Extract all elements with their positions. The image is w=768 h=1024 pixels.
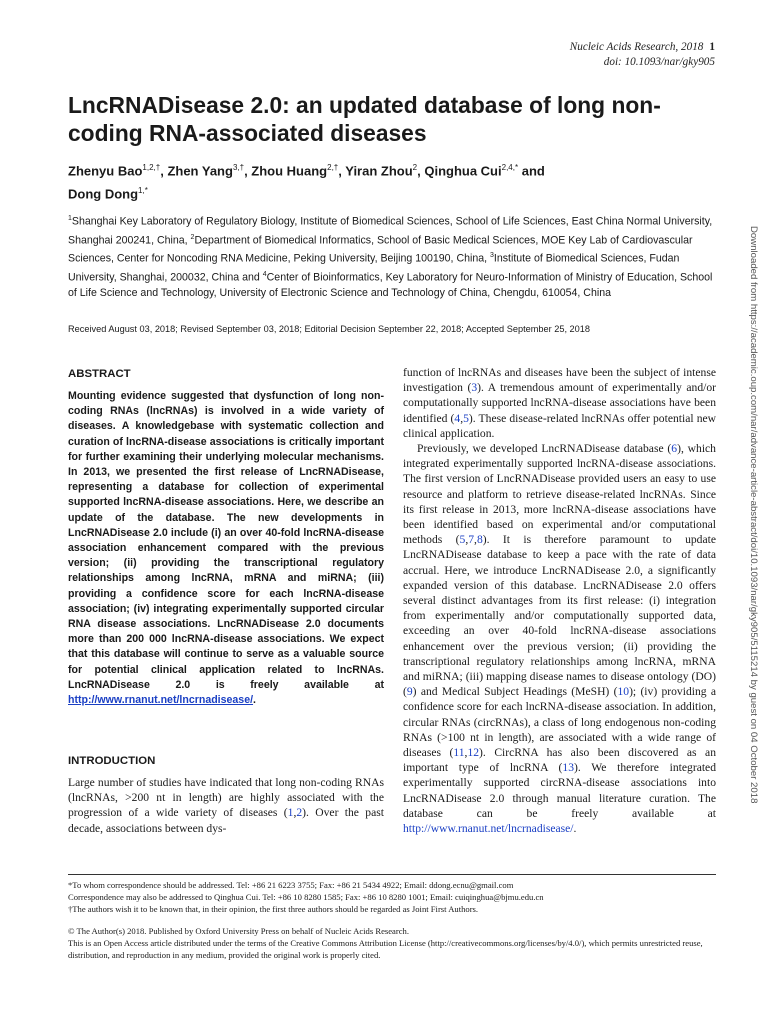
paragraph-text: Previously, we developed LncRNADisease database ( xyxy=(417,442,672,456)
running-head xyxy=(570,40,715,70)
paragraph-text: ). These disease-related lncRNAs offer potential new clinical application. xyxy=(403,411,717,440)
affiliation-mark: 3 xyxy=(490,252,494,260)
copyright-line: © The Author(s) 2018. Published by Oxford University Press on behalf of Nucleic Acids Research. xyxy=(68,926,409,936)
author-list: Zhenyu Bao$^{1,2,\dagger}$, Zhen Yang$^{3,\dagger}$, Zhou Huang$^{2,\dagger}$, Yiran Zhou$^2$, Qinghua Cui$^{2,4,*}$ and Dong Dong$^{1,*}$ xyxy=(68,163,545,202)
citation-link[interactable]: 6 xyxy=(671,442,678,456)
introduction-heading: INTRODUCTION xyxy=(68,755,156,767)
citation-link[interactable]: 9 xyxy=(406,685,413,699)
paragraph xyxy=(403,441,716,836)
citation-link[interactable]: 3 xyxy=(471,381,478,395)
citation-link[interactable]: 10 xyxy=(617,685,630,699)
journal-name: Nucleic Acids Research, 2018 xyxy=(569,41,704,53)
author[interactable]: Zhenyu Bao xyxy=(68,163,143,179)
author[interactable]: Zhou Huang xyxy=(251,163,328,179)
download-stamp-text: Downloaded from https://academic.oup.com/nar/advance-article-abstract/doi/10.1093/nar/gky905/5115214 by guest on 04 October 2018 xyxy=(748,226,759,804)
license-notice xyxy=(68,925,728,962)
author-affiliation-mark: 2,4,* xyxy=(501,163,519,172)
citation-link[interactable]: 5 xyxy=(463,411,469,425)
citation-link[interactable]: 4 xyxy=(454,411,461,425)
affiliation: Center of Bioinformatics, Key Laboratory for Neuro-Information of Ministry of Education, School of Life Science and Technology, University of Electronic Science and Technology of China, Chengdu, 610054, China xyxy=(68,271,713,299)
affiliation: Institute of Biomedical Sciences, Fudan University, Shanghai, 200032, China and xyxy=(68,253,680,284)
citation-link[interactable]: 11 xyxy=(453,746,465,760)
author-affiliation-mark: 2,† xyxy=(327,163,339,172)
paragraph-text: ); (iv) providing a confidence score for each lncRNA-disease association. In addition, circular RNAs (circRNAs), a class of long endogenous non-coding RNAs (>100 nt in length), are associated with a wide range of diseases ( xyxy=(403,685,717,760)
paragraph-text: ) and Medical Subject Headings (MeSH) ( xyxy=(412,685,618,699)
footnote-divider xyxy=(68,874,716,875)
affiliation-mark: 1 xyxy=(68,215,72,222)
license-text: This is an Open Access article distributed under the terms of the Creative Commons Attribution License (http://creativecommons.org/licenses/by/4.0/), which permits unrestricted reuse, distribution, and reproduction in any medium, provided the original work is properly cited. xyxy=(68,938,703,961)
introduction-text xyxy=(68,775,384,836)
paragraph-end: . xyxy=(573,822,577,836)
footnotes xyxy=(68,879,718,916)
author-affiliation-mark: 1,* xyxy=(138,186,148,196)
footnote: *To whom correspondence should be addressed. Tel: +86 21 6223 3755; Fax: +86 21 5434 4922; Email: ddong.ecnu@gmail.com xyxy=(68,880,514,890)
affiliation-mark: 4 xyxy=(262,271,267,279)
citation-separator: , xyxy=(465,533,469,547)
author[interactable]: Yiran Zhou xyxy=(345,163,413,179)
download-stamp xyxy=(745,226,761,804)
database-url-link[interactable]: http://www.rnanut.net/lncrnadisease/ xyxy=(403,822,574,836)
author[interactable]: Zhen Yang xyxy=(167,163,233,179)
footnote: Correspondence may also be addressed to Qinghua Cui. Tel: +86 10 8280 1585; Fax: +86 10 8280 1001; Email: cuiqinghua@bjmu.edu.cn xyxy=(68,892,544,903)
article-title: LncRNADisease 2.0: an updated database of long non-coding RNA-associated diseases xyxy=(68,92,661,146)
footnote: †The authors wish it to be known that, in their opinion, the first three authors should be regarded as Joint First Authors. xyxy=(68,904,479,915)
citation-link[interactable]: 8 xyxy=(476,533,483,547)
paragraph xyxy=(403,365,716,441)
affiliation-mark: 2 xyxy=(190,233,195,241)
paragraph-text: function of lncRNAs and diseases have been the subject of intense investigation ( xyxy=(403,366,716,395)
page-number: 1 xyxy=(709,41,715,53)
affiliations xyxy=(68,211,718,301)
citation-link[interactable]: 7 xyxy=(468,533,475,547)
paragraph-text: ). It is therefore paramount to update LncRNADisease database to keep a pace with the rate of data accrual. Here, we introduce LncRNADisease 2.0, a significantly expanded version of this database. LncRNADisease 2.0 offers several distinct advantages from its first release: (i) integration from experimentally and/or computationally supported data, exceeding an over 40-fold lncRNA-disease associations enhancement over the previous version; (ii) providing the transcriptional regulatory relationships among lncRNA, mRNA and miRNA; (iii) mapping disease names to disease ontology (DO) ( xyxy=(403,533,716,699)
abstract-heading: ABSTRACT xyxy=(68,368,131,380)
citation-separator: , xyxy=(464,746,468,760)
affiliation: Shanghai Key Laboratory of Regulatory Biology, Institute of Biomedical Sciences, School of Life Sciences, East China Normal University, Shanghai 200241, China, xyxy=(68,215,713,247)
paragraph-text: ), which integrated experimentally supported lncRNA-disease associations. The first version of LncRNADisease provided users an easy to use resource and platform to retrieve disease-related lncRNAs. Since its first release in 2013, more lncRNA-disease associations have been identified based on experimental and/or computational methods ( xyxy=(403,442,716,547)
author-affiliation-mark: 2 xyxy=(412,163,418,172)
intro-paragraph-text: Large number of studies have indicated that long non-coding RNAs (lncRNAs, >200 nt in length) are highly associated with the progression of a wide variety of diseases ( xyxy=(68,776,384,820)
citation-link[interactable]: 2 xyxy=(296,806,303,820)
author-affiliation-mark: 1,2,† xyxy=(142,163,161,172)
citation-link[interactable]: 12 xyxy=(467,746,480,760)
abstract-paragraph: Mounting evidence suggested that dysfunction of long non-coding RNAs (lncRNAs) is involved in a wide variety of diseases. A knowledgebase with systematic collection and curation of lncRNA-disease associations is critically important for further examining their underlying molecular mechanisms. In 2013, we presented the first release of LncRNADisease, representing a database for collection of experimental supported lncRNA-disease associations. Here, we describe an update of the database. The new developments in LncRNADisease 2.0 include (i) an over 40-fold lncRNA-disease association enhancement compared with the previous version; (ii) providing the transcriptional regulatory relationships among lncRNA, mRNA and miRNA; (iii) providing a confidence score for each lncRNA-disease association; (iv) integrating experimentally supported circular RNA disease associations. LncRNADisease 2.0 documents more than 200 000 lncRNA-disease associations. We expect that this database will continue to serve as a valuable source for potential clinical application related to lncRNAs. LncRNADisease 2.0 is freely available at xyxy=(68,390,384,691)
paragraph-text: ). CircRNA has also been discovered as an important type of lncRNA ( xyxy=(403,746,716,775)
abstract-end: . xyxy=(253,694,256,707)
abstract-text xyxy=(68,389,384,708)
author-conjunction: and xyxy=(521,163,545,179)
intro-paragraph-text: ). Over the past decade, associations between dys- xyxy=(68,806,384,835)
citation-separator: , xyxy=(460,411,464,425)
database-url-link[interactable]: http://www.rnanut.net/lncrnadisease/ xyxy=(68,694,254,707)
affiliation: Department of Biomedical Informatics, School of Basic Medical Sciences, MOE Key Lab of Cardiovascular Sciences, Center for Noncoding RNA Medicine, Peking University, Beijing 100190, China, xyxy=(68,234,693,265)
author[interactable]: Dong Dong xyxy=(68,186,139,202)
author-affiliation-mark: 3,† xyxy=(232,163,245,172)
paragraph-text: ). We therefore integrated experimentally supported circRNA-disease associations into LncRNADisease 2.0 through manual literature curation. The database can be freely available at xyxy=(403,761,717,820)
right-column-text xyxy=(403,365,716,836)
doi: doi: 10.1093/nar/gky905 xyxy=(603,56,715,68)
citation-link[interactable]: 13 xyxy=(562,761,574,775)
citation-link[interactable]: 5 xyxy=(459,533,466,547)
article-dates: Received August 03, 2018; Revised September 03, 2018; Editorial Decision September 22, 2018; Accepted September 25, 2018 xyxy=(68,324,590,334)
author[interactable]: Qinghua Cui xyxy=(424,163,502,179)
citation-separator: , xyxy=(474,533,477,547)
paragraph-text: ). A tremendous amount of experimentally and/or computationally supported lncRNA-disease associations have been identified ( xyxy=(403,381,717,425)
citation-separator: , xyxy=(293,806,297,820)
citation-link[interactable]: 1 xyxy=(287,806,294,820)
